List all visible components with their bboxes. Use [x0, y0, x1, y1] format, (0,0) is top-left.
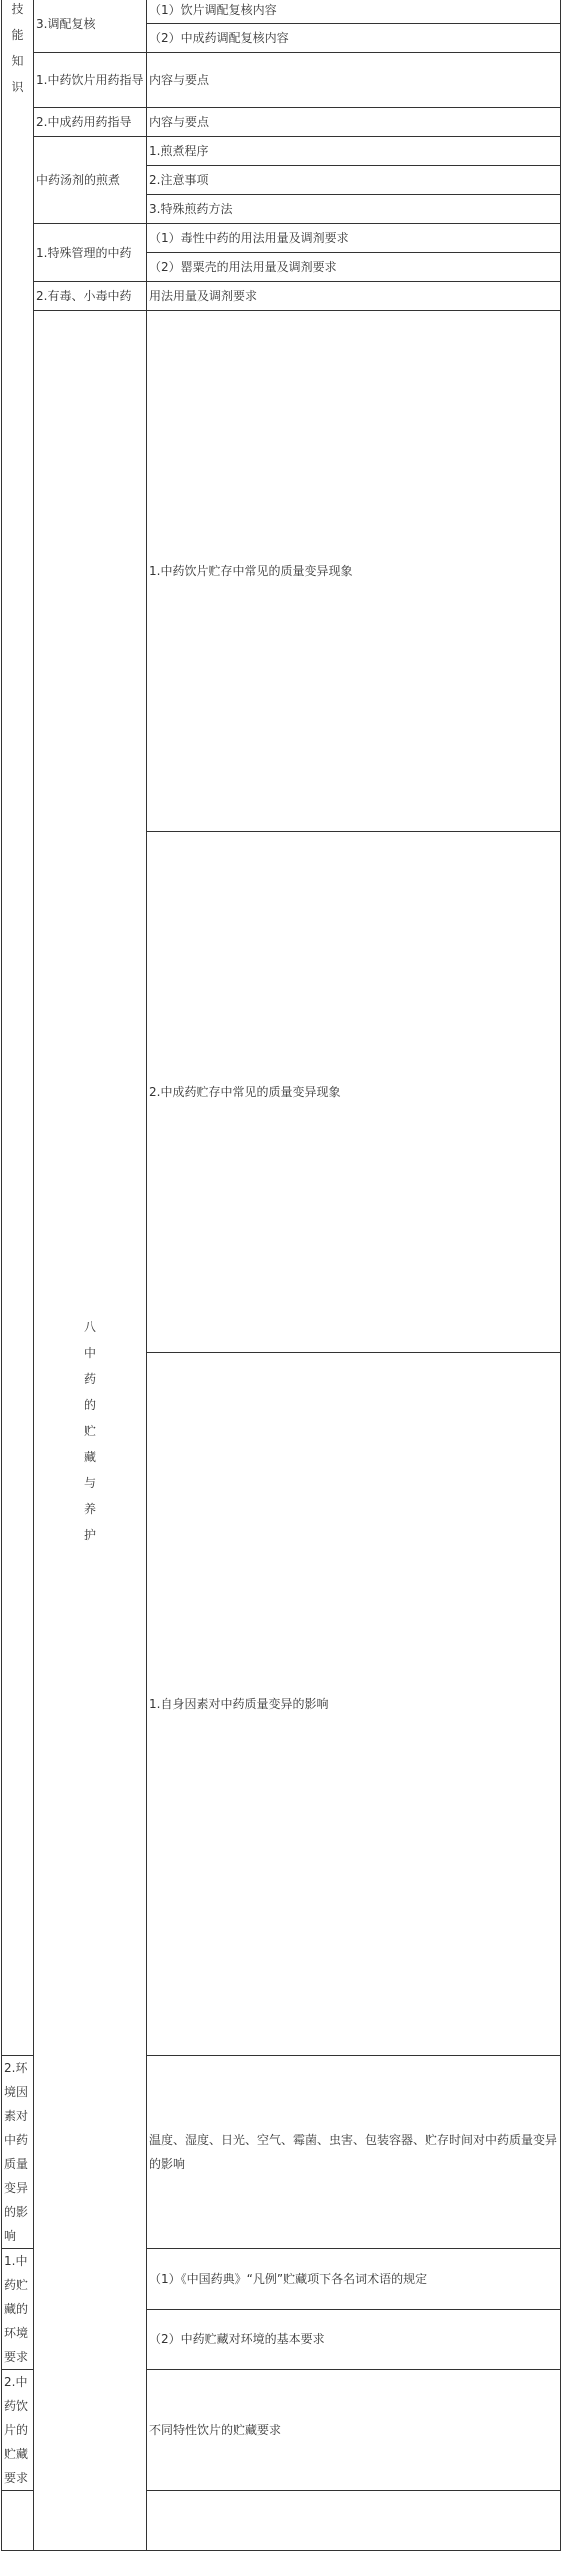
topic-cell: 2.中成药用药指导 — [34, 108, 147, 137]
section-char: 中 — [83, 1345, 96, 1360]
point-cell: （1）毒性中药的用法用量及调剂要求 — [147, 224, 561, 253]
table-row — [2, 311, 561, 832]
topic-cell — [2, 2491, 34, 2551]
topic-cell: 1.特殊管理的中药 — [34, 224, 147, 282]
topic-cell: 2.中药饮片的贮藏要求 — [2, 2370, 34, 2491]
table-row — [2, 53, 561, 108]
point-cell: （2）中成药调配复核内容 — [147, 24, 561, 53]
topic-cell: 2.有毒、小毒中药 — [34, 282, 147, 311]
topic-cell: 2.中成药贮存中常见的质量变异现象 — [147, 832, 561, 1353]
section-char: 养 — [83, 1501, 96, 1516]
table-row — [2, 137, 561, 166]
section-char: 的 — [83, 1397, 96, 1412]
topic-cell: 中药汤剂的煎煮 — [34, 137, 147, 224]
section-char: 与 — [83, 1475, 96, 1490]
section-char: 药 — [83, 1371, 96, 1386]
table-row — [2, 0, 561, 24]
topic-cell: 1.中药饮片用药指导 — [34, 53, 147, 108]
point-cell: 温度、湿度、日光、空气、霉菌、虫害、包装容器、贮存时间对中药质量变异的影响 — [147, 2056, 561, 2249]
point-cell: （1）《中国药典》“凡例”贮藏项下各名词术语的规定 — [147, 2249, 561, 2310]
section-char: 护 — [83, 1527, 96, 1542]
topic-cell: 1.中药贮藏的环境要求 — [2, 2249, 34, 2370]
section-char: 知 — [11, 54, 24, 68]
section-char: 识 — [11, 80, 24, 94]
section-label-skills — [2, 0, 34, 2056]
point-cell: （2）中药贮藏对环境的基本要求 — [147, 2309, 561, 2370]
section-label-storage — [34, 311, 147, 2551]
topic-cell: 1.中药饮片贮存中常见的质量变异现象 — [147, 311, 561, 832]
point-cell: （1）饮片调配复核内容 — [147, 0, 561, 24]
section-char: 八 — [83, 1319, 96, 1334]
section-char: 贮 — [83, 1423, 96, 1438]
point-cell — [147, 2491, 561, 2551]
table-row — [2, 224, 561, 253]
point-cell: （2）罂粟壳的用法用量及调剂要求 — [147, 253, 561, 282]
point-cell: 2.注意事项 — [147, 166, 561, 195]
point-cell: 内容与要点 — [147, 53, 561, 108]
point-cell: 3.特殊煎药方法 — [147, 195, 561, 224]
point-cell: 不同特性饮片的贮藏要求 — [147, 2370, 561, 2491]
topic-cell: 3.调配复核 — [34, 0, 147, 53]
section-char: 能 — [11, 28, 24, 42]
section-char: 藏 — [83, 1449, 96, 1464]
topic-cell: 2.环境因素对中药质量变异的影响 — [2, 2056, 34, 2249]
syllabus-table — [1, 0, 561, 2551]
table-row — [2, 282, 561, 311]
table-row — [2, 108, 561, 137]
topic-cell: 1.自身因素对中药质量变异的影响 — [147, 1353, 561, 2056]
section-char: 技 — [11, 2, 24, 16]
point-cell: 内容与要点 — [147, 108, 561, 137]
point-cell: 1.煎煮程序 — [147, 137, 561, 166]
point-cell: 用法用量及调剂要求 — [147, 282, 561, 311]
